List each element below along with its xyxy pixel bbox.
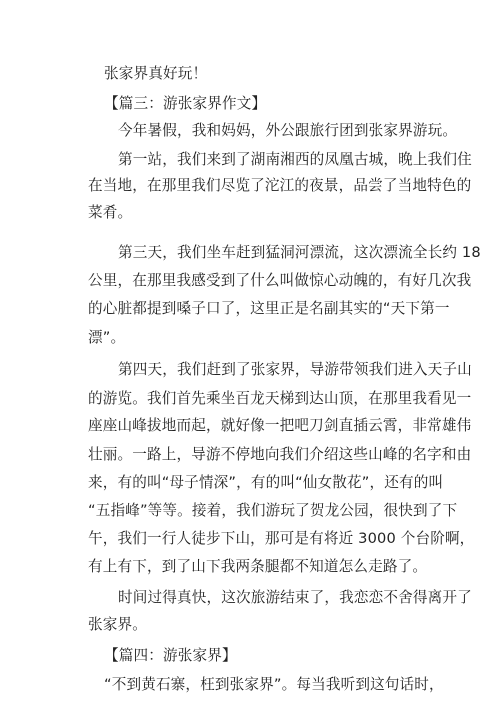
paragraph-line: 来，有的叫“母子情深”，有的叫“仙女散花”，还有的叫 xyxy=(88,474,444,491)
paragraph-line: 第一站，我们来到了湖南湘西的凤凰古城，晚上我们住 xyxy=(118,151,472,168)
paragraph-line: 在当地，在那里我们尽览了沱江的夜景，品尝了当地特色的 xyxy=(88,177,472,194)
paragraph-line: 今年暑假，我和妈妈，外公跟旅行团到张家界游玩。 xyxy=(118,122,458,139)
paragraph-line: 张家界。 xyxy=(88,616,147,633)
paragraph-line: “不到黄石寨，枉到张家界”。每当我听到这句话时， xyxy=(104,676,444,693)
paragraph-line: 壮丽。一路上，导游不停地向我们介绍这些山峰的名字和由 xyxy=(88,446,472,463)
paragraph-line: 第四天，我们赶到了张家界，导游带领我们进入天子山 xyxy=(118,361,472,378)
paragraph-line: 有上有下，到了山下我两条腿都不知道怎么走路了。 xyxy=(88,558,428,575)
paragraph-line: 的游览。我们首先乘坐百龙天梯到达山顶，在那里我看见一 xyxy=(88,390,472,407)
paragraph-line: 公里，在那里我感受到了什么叫做惊心动魄的，有好几次我 xyxy=(88,272,472,289)
paragraph-line: “五指峰”等等。接着，我们游玩了贺龙公园，很快到了下 xyxy=(88,502,458,519)
paragraph-line: 午，我们一行人徒步下山，那可是有将近 3000 个台阶啊， xyxy=(88,530,475,547)
paragraph-line: 的心脏都提到嗓子口了，这里正是名副其实的“天下第一 xyxy=(88,300,450,317)
text-line-zhangjiajie-fun: 张家界真好玩！ xyxy=(104,65,208,82)
section-heading-3: 【篇三：游张家界作文】 xyxy=(104,95,267,112)
paragraph-line: 时间过得真快，这次旅游结束了，我恋恋不舍得离开了 xyxy=(118,589,472,606)
paragraph-line: 座座山峰拔地而起，就好像一把吧刀剑直插云霄，非常雄伟 xyxy=(88,417,472,434)
paragraph-line: 菜肴。 xyxy=(88,204,133,221)
paragraph-line: 漂”。 xyxy=(88,329,126,346)
section-heading-4: 【篇四：游张家界】 xyxy=(104,647,237,664)
paragraph-line: 第三天，我们坐车赶到猛洞河漂流，这次漂流全长约 18 xyxy=(118,244,481,261)
